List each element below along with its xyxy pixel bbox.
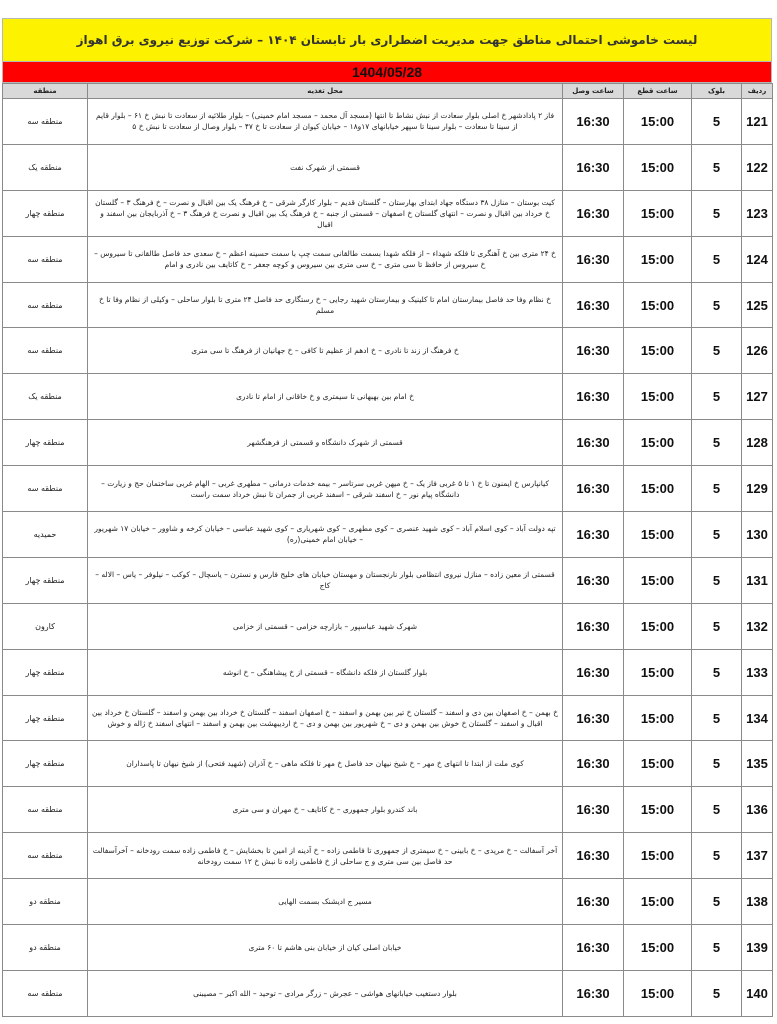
table-row xyxy=(3,603,773,649)
end-time: 16:30 xyxy=(563,374,624,420)
row-number: 134 xyxy=(742,695,773,741)
table-row xyxy=(3,925,773,971)
block-number: 5 xyxy=(692,925,742,971)
block-number: 5 xyxy=(692,741,742,787)
region-name: منطقه چهار xyxy=(3,649,88,695)
place-description: کیت بوستان – منازل ۳۸ دستگاه جهاد ابتدای بهارستان – گلستان قدیم – بلوار کارگر شرقی – خ فرهنگ یک بین اقبال و نصرت – خ فرهنگ ۳ – گلستان خ خرداد بین اقبال و نصرت – انتهای گلستان خ اصفهان – قسمتی از جنبه – خ فرهنگ یک بین اقبال و نصرت خ فرهنگ ۳ – خ آذربایجان بین اسفند و اقبال xyxy=(88,190,563,236)
start-time: 15:00 xyxy=(624,512,692,558)
start-time: 15:00 xyxy=(624,649,692,695)
block-number: 5 xyxy=(692,833,742,879)
row-number: 127 xyxy=(742,374,773,420)
block-number: 5 xyxy=(692,603,742,649)
region-name: کارون xyxy=(3,603,88,649)
table-row xyxy=(3,190,773,236)
end-time: 16:30 xyxy=(563,970,624,1016)
end-time: 16:30 xyxy=(563,741,624,787)
block-number: 5 xyxy=(692,99,742,145)
region-name: منطقه چهار xyxy=(3,420,88,466)
row-number: 136 xyxy=(742,787,773,833)
region-name: منطقه سه xyxy=(3,466,88,512)
header-block: بلوک xyxy=(692,84,742,99)
place-description: خ امام بین بهبهانی تا سیمتری و خ خاقانی از امام تا نادری xyxy=(88,374,563,420)
place-description: تپه دولت آباد – کوی اسلام آباد – کوی شهید عنصری – کوی مطهری – کوی شهریاری – کوی شهید عباسی – خیابان کرخه و شاوور – خیابان ۱۷ شهریور – خیابان امام خمینی(ره) xyxy=(88,512,563,558)
row-number: 131 xyxy=(742,557,773,603)
row-number: 130 xyxy=(742,512,773,558)
block-number: 5 xyxy=(692,787,742,833)
place-description: شهرک شهید عباسپور – بازارچه خزامی – قسمتی از خزامی xyxy=(88,603,563,649)
place-description: خیابان اصلی کیان از خیابان بنی هاشم تا ۶۰ متری xyxy=(88,925,563,971)
row-number: 138 xyxy=(742,879,773,925)
row-number: 139 xyxy=(742,925,773,971)
row-number: 123 xyxy=(742,190,773,236)
table-row xyxy=(3,833,773,879)
end-time: 16:30 xyxy=(563,925,624,971)
start-time: 15:00 xyxy=(624,374,692,420)
outage-table xyxy=(2,83,773,1017)
place-description: خ فرهنگ از زند تا نادری – خ ادهم از عظیم تا کافی – خ جهانیان از فرهنگ تا سی متری xyxy=(88,328,563,374)
end-time: 16:30 xyxy=(563,144,624,190)
place-description: خ ۲۴ متری بین خ آهنگری تا فلکه شهداء – از فلکه شهدا بسمت طالقانی سمت چپ با سمت حسینه اعظم – خ سعدی حد فاصل طالقانی تا سیروس – خ سیروس از حافظ تا سی متری – خ سی متری بین سیروس و کوچه جعفر – خ کاتایف بین نادری و امام xyxy=(88,236,563,282)
table-row xyxy=(3,282,773,328)
region-name: منطقه سه xyxy=(3,282,88,328)
row-number: 132 xyxy=(742,603,773,649)
end-time: 16:30 xyxy=(563,236,624,282)
header-place: محل تغذیه xyxy=(88,84,563,99)
end-time: 16:30 xyxy=(563,282,624,328)
header-region: منطقه xyxy=(3,84,88,99)
start-time: 15:00 xyxy=(624,695,692,741)
place-description: مسیر ج ادیشنک بسمت الهایی xyxy=(88,879,563,925)
start-time: 15:00 xyxy=(624,190,692,236)
row-number: 135 xyxy=(742,741,773,787)
start-time: 15:00 xyxy=(624,833,692,879)
region-name: منطقه سه xyxy=(3,833,88,879)
start-time: 15:00 xyxy=(624,99,692,145)
end-time: 16:30 xyxy=(563,833,624,879)
end-time: 16:30 xyxy=(563,879,624,925)
row-number: 126 xyxy=(742,328,773,374)
place-description: قسمتی از معین زاده – منازل نیروی انتظامی بلوار نارنجستان و مهستان خیابان های خلیج فارس و نسترن – یاسچال – کوکب – نیلوفر – یاس – الاله – کاج xyxy=(88,557,563,603)
table-row xyxy=(3,970,773,1016)
place-description: قسمتی از شهرک دانشگاه و قسمتی از فرهنگشهر xyxy=(88,420,563,466)
region-name: حمیدیه xyxy=(3,512,88,558)
end-time: 16:30 xyxy=(563,466,624,512)
block-number: 5 xyxy=(692,282,742,328)
region-name: منطقه چهار xyxy=(3,190,88,236)
start-time: 15:00 xyxy=(624,466,692,512)
block-number: 5 xyxy=(692,420,742,466)
region-name: منطقه سه xyxy=(3,328,88,374)
start-time: 15:00 xyxy=(624,970,692,1016)
table-row xyxy=(3,649,773,695)
place-description: آخر آسفالت – خ مریدی – خ بابینی – خ سیمتری از جمهوری تا فاطمی زاده – خ آدینه از امین تا بخشایش – خ فاطمی زاده سمت رودخانه – آخرآسفالت حد فاصل بین سی متری و ج ساحلی از خ فاطمی زاده تا نبش خ ۱۲ سمت رودخانه xyxy=(88,833,563,879)
region-name: منطقه سه xyxy=(3,236,88,282)
table-row xyxy=(3,787,773,833)
table-row xyxy=(3,695,773,741)
start-time: 15:00 xyxy=(624,420,692,466)
region-name: منطقه سه xyxy=(3,787,88,833)
place-description: کیانپارس خ ایمنون تا خ ۱ تا ۵ غربی فاز یک – خ میهن غربی سرتاسر – بیمه خدمات درمانی – مطهری غربی – الهام غربی ساختمان حج و زیارت – دانشگاه پیام نور – خ اسفند شرقی – اسفند غربی از جمران تا نبش خرداد سمت راست xyxy=(88,466,563,512)
block-number: 5 xyxy=(692,557,742,603)
row-number: 125 xyxy=(742,282,773,328)
table-row xyxy=(3,99,773,145)
block-number: 5 xyxy=(692,144,742,190)
place-description: فاز ۲ پادادشهر خ اصلی بلوار سعادت از نبش نشاط تا انتها (مسجد آل محمد – مسجد امام خمینی) – بلوار طلائیه از سعادت تا نبش خ ۶۱ – بلوار قایم از سینا تا سعادت – بلوار سینا تا سپهر خیابانهای ۱۷و۱۸ – خیابان کیوان از سعادت تا خ ۴۷ – بلوار وصال از سعادت تا نبش خ ۵ xyxy=(88,99,563,145)
place-description: خ بهمن – خ اصفهان بین دی و اسفند – گلستان خ تیر بین بهمن و اسفند – خ اصفهان اسفند – گلستان خ خرداد بین بهمن و اسفند – گلستان خ خرداد بین اقبال و اسفند – گلستان خ خوش بین بهمن و دی – خ شهریور بین بهمن و دی – خ اردیبهشت بین بهمن و اسفند – انتهای اسفند خ ژاله و خوش xyxy=(88,695,563,741)
end-time: 16:30 xyxy=(563,649,624,695)
start-time: 15:00 xyxy=(624,879,692,925)
place-description: بلوار گلستان از فلکه دانشگاه – قسمتی از خ پیشاهنگی – خ انوشه xyxy=(88,649,563,695)
row-number: 137 xyxy=(742,833,773,879)
block-number: 5 xyxy=(692,512,742,558)
end-time: 16:30 xyxy=(563,695,624,741)
block-number: 5 xyxy=(692,374,742,420)
end-time: 16:30 xyxy=(563,787,624,833)
start-time: 15:00 xyxy=(624,557,692,603)
region-name: منطقه چهار xyxy=(3,741,88,787)
region-name: منطقه یک xyxy=(3,144,88,190)
start-time: 15:00 xyxy=(624,236,692,282)
start-time: 15:00 xyxy=(624,603,692,649)
row-number: 121 xyxy=(742,99,773,145)
end-time: 16:30 xyxy=(563,328,624,374)
region-name: منطقه دو xyxy=(3,925,88,971)
start-time: 15:00 xyxy=(624,328,692,374)
table-row xyxy=(3,466,773,512)
block-number: 5 xyxy=(692,236,742,282)
block-number: 5 xyxy=(692,970,742,1016)
table-row xyxy=(3,144,773,190)
table-row xyxy=(3,328,773,374)
row-number: 133 xyxy=(742,649,773,695)
header-radif: ردیف xyxy=(742,84,773,99)
table-row xyxy=(3,512,773,558)
sheet-title: لیست خاموشی احتمالی مناطق جهت مدیریت اضطراری بار تابستان ۱۴۰۴ – شرکت توزیع نیروی برق اهواز xyxy=(2,18,772,62)
table-row xyxy=(3,236,773,282)
table-row xyxy=(3,374,773,420)
region-name: منطقه چهار xyxy=(3,557,88,603)
header-start-time: ساعت قطع xyxy=(624,84,692,99)
region-name: منطقه دو xyxy=(3,879,88,925)
end-time: 16:30 xyxy=(563,603,624,649)
end-time: 16:30 xyxy=(563,512,624,558)
block-number: 5 xyxy=(692,695,742,741)
start-time: 15:00 xyxy=(624,925,692,971)
region-name: منطقه چهار xyxy=(3,695,88,741)
start-time: 15:00 xyxy=(624,282,692,328)
row-number: 122 xyxy=(742,144,773,190)
region-name: منطقه سه xyxy=(3,970,88,1016)
place-description: کوی ملت از ابتدا تا انتهای خ مهر – خ شیخ نیهان حد فاصل خ مهر تا فلکه ماهی – خ آذران (شهید فتحی) از شیخ نیهان تا پاسداران xyxy=(88,741,563,787)
table-row xyxy=(3,557,773,603)
sheet-date: 1404/05/28 xyxy=(2,62,772,83)
start-time: 15:00 xyxy=(624,144,692,190)
row-number: 128 xyxy=(742,420,773,466)
header-end-time: ساعت وصل xyxy=(563,84,624,99)
end-time: 16:30 xyxy=(563,557,624,603)
block-number: 5 xyxy=(692,649,742,695)
table-row xyxy=(3,420,773,466)
place-description: بلوار دستغیب خیابانهای هواشی – عجرش – زرگر مرادی – توحید – الله اکبر – مصیبنی xyxy=(88,970,563,1016)
end-time: 16:30 xyxy=(563,99,624,145)
table-row xyxy=(3,741,773,787)
region-name: منطقه یک xyxy=(3,374,88,420)
block-number: 5 xyxy=(692,328,742,374)
end-time: 16:30 xyxy=(563,190,624,236)
outage-sheet xyxy=(2,18,772,1017)
row-number: 124 xyxy=(742,236,773,282)
block-number: 5 xyxy=(692,466,742,512)
block-number: 5 xyxy=(692,879,742,925)
table-row xyxy=(3,879,773,925)
row-number: 129 xyxy=(742,466,773,512)
start-time: 15:00 xyxy=(624,741,692,787)
place-description: باند کندرو بلوار جمهوری – خ کاتایف – خ مهران و سی متری xyxy=(88,787,563,833)
end-time: 16:30 xyxy=(563,420,624,466)
row-number: 140 xyxy=(742,970,773,1016)
block-number: 5 xyxy=(692,190,742,236)
start-time: 15:00 xyxy=(624,787,692,833)
table-header-row xyxy=(3,84,773,99)
place-description: خ نظام وفا حد فاصل بیمارستان امام تا کلینیک و بیمارستان شهید رجایی – خ رستگاری حد فاصل ۲۴ متری تا بلوار ساحلی – وکیلی از نظام وفا تا خ مسلم xyxy=(88,282,563,328)
region-name: منطقه سه xyxy=(3,99,88,145)
place-description: قسمتی از شهرک نفت xyxy=(88,144,563,190)
